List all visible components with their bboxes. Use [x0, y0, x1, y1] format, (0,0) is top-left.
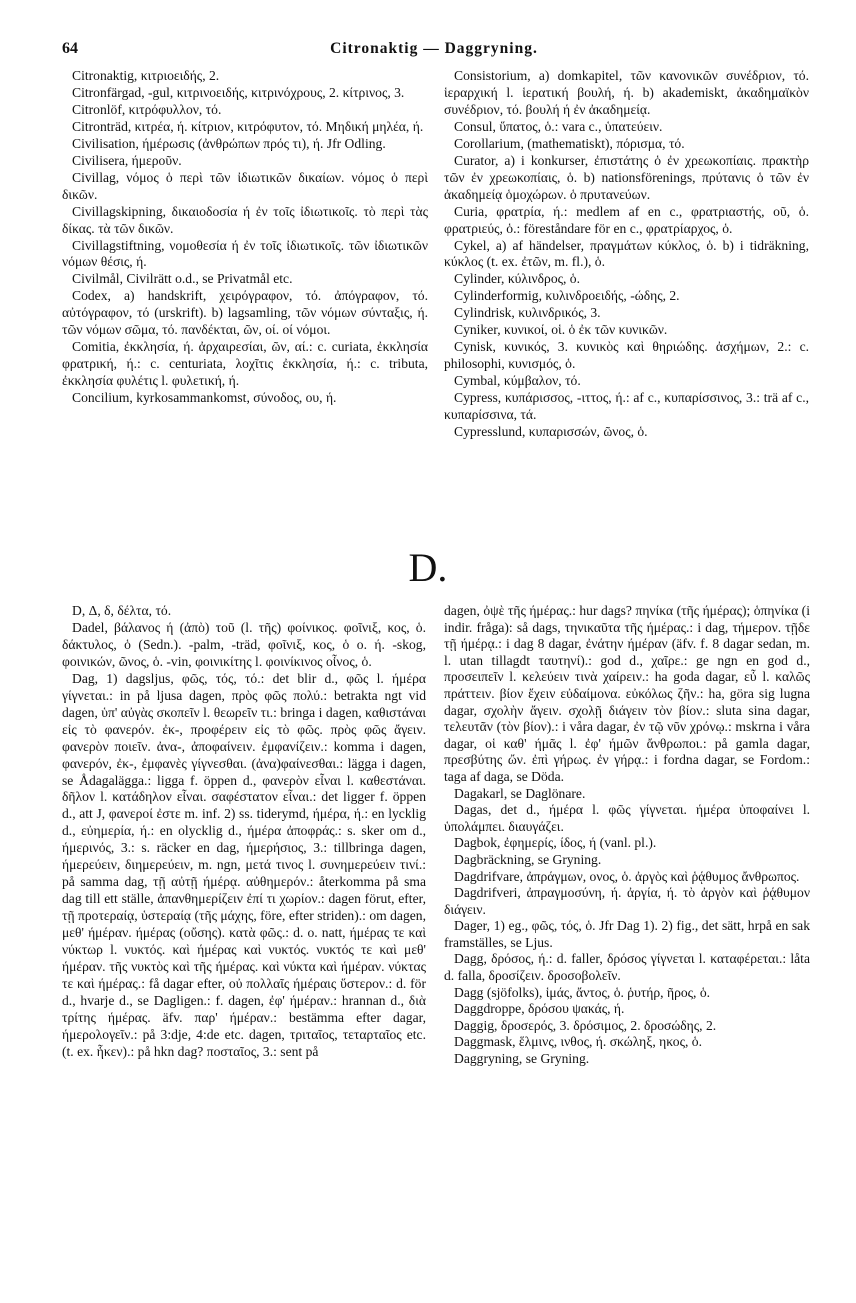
dictionary-entry: Dagdrifveri, ἀπραγμοσύνη, ή. ἀργία, ή. τὸ ἀργὸν καὶ ῥᾴθυμον διάγειν. [444, 885, 810, 917]
dictionary-entry: Civillag, νόμος ὁ περὶ τῶν ἰδιωτικῶν δικαίων. νόμος ὁ περὶ δικῶν. [62, 169, 428, 202]
dictionary-entry: Concilium, kyrkosammankomst, σύνοδος, ου, ή. [72, 390, 337, 406]
dictionary-entry: D, Δ, δ, δέλτα, τό. [72, 603, 172, 618]
top-left-column [62, 68, 428, 407]
dictionary-entry: Dadel, βάλανος ή (ἀπὸ) τοῦ (l. τῆς) φοίνικος. φοῖνιξ, κος, ὁ. δάκτυλος, ὁ (Sedn.). -palm, -träd, φοῖνιξ, κος, ὁ o. ή. -skog, φοινικών, ῶνος, ὁ. -vin, φοινικίτης l. φοινίκινος οἶνος, ὁ. [62, 619, 426, 669]
dictionary-entry: Consistorium, a) domkapitel, τῶν κανονικῶν συνέδριον, τό. ἱεραρχική l. ἱερατική βουλή, ή. b) akademiskt, ἀκαδημαϊκὸν συνέδριον, τό. βουλή ή ἐν ἀκαδημείᾳ. [444, 68, 809, 117]
dictionary-entry: Cynisk, κυνικός, 3. κυνικὸς καὶ θηριώδης. ἀσχήμων, 2.: c. philosophi, κυνισμός, ὁ. [444, 339, 809, 372]
running-head: Citronaktig — Daggryning. [330, 40, 538, 57]
dictionary-entry: Dagbräckning, se Gryning. [454, 851, 602, 867]
dictionary-entry: Civilisera, ήμεροῦν. [72, 152, 182, 168]
dictionary-entry: Cymbal, κύμβαλον, τό. [454, 373, 581, 389]
dictionary-entry: Daggryning, se Gryning. [454, 1051, 590, 1067]
dictionary-entry: Dagg (sjöfolks), ἱμάς, ἄντος, ὁ. ῥυτήρ, ῆρος, ὁ. [454, 984, 711, 1000]
dictionary-entry: Civilmål, Civilrätt o.d., se Privatmål etc. [72, 271, 293, 287]
dictionary-entry: Daggdroppe, δρόσου ψακάς, ή. [454, 1001, 625, 1017]
dictionary-entry: Civillagstiftning, νομοθεσία ή ἐν τοῖς ἰδιωτικοῖς. τῶν ἰδιωτικῶν νόμων θέσις, ή. [62, 237, 428, 270]
dictionary-entry: Cypresslund, κυπαρισσών, ῶνος, ὁ. [454, 424, 648, 440]
dictionary-entry: Cylindrisk, κυλινδρικός, 3. [454, 305, 601, 321]
dictionary-entry: Cypress, κυπάρισσος, -ιττος, ή.: af c., κυπαρίσσινος, 3.: trä af c., κυπαρίσσινα, τά. [444, 390, 809, 423]
dictionary-entry: Citronträd, κιτρέα, ή. κίτριον, κιτρόφυτον, τό. Μηδική μηλέα, ή. [72, 118, 424, 134]
dictionary-entry: Cylinder, κύλινδρος, ὁ. [454, 271, 580, 287]
dictionary-entry: Dag, 1) dagsljus, φῶς, τός, τό.: det blir d., φῶς l. ήμέρα γίγνεται.: in på ljusa dagen, πρὸς φῶς πολύ.: betrakta ngt vid dagen, ὑπ' αὐγὰς σκοπεῖν l. θεωρεῖν τι.: bringa i dagen, καθιστάναι εἰς τὸ φανερόν. ἐκ-, προφέρειν εἰς τὸ φῶς. πρὸς φῶς ἄγειν. φανερὸν ποιεῖν. ἀνα-, ἀποφαίνειν. ἐμφανίζειν.: komma i dagen, φανερόν, ἐκ-, ἐμφανὲς γίγνεσθαι. (ἀνα)φαίνεσθαι.: lägga i dagen, se Ådagalägga.: ligga f. öppen d., φανερὸν εἶναι l. καθεστάναι. δῆλον l. κατάδηλον εἶναι. σαφέστατον εἶναι.: det ligger f. öppen d., att J, φανεροί ἐστε m. inf. 2) ss. tiderymd, ήμέρα, ή.: en lycklig d., εὐημερία, ή.: en olycklig d., ήμέρα ἀποφράς.: s. sker om d., ήμερινός, 3.: s. räcker en dag, ήμερήσιος, 3.: tillbringa dagen, ήμερεύειν, διημερεύειν, m. ngn, μετά τινος l. συνημερεύειν τινί.: på samma dag, τῇ αὐτῇ ήμέρᾳ. αὐθημερόν.: återkomma på sma dag till ett ställe, ἀπανθημερίζειν ἐπί τι χωρίον.: dagen förut, efter, τῇ προτεραίᾳ, ὑστεραίᾳ (τῆς μάχης, före, efter striden).: om dagen, μεθ' ήμέραν. ήμέρας (οὔσης). κατὰ φῶς.: d. o. natt, ήμέρας τε καὶ νύκτωρ l. νυκτός. καὶ ήμέρας καὶ νυκτός. νυκτός τε καὶ μεθ' ήμέραν. τῆς νυκτὸς καὶ τῆς ήμέρας. καὶ νύκτα καὶ ήμέραν. νύκτας τε καὶ ήμέρας.: få dagar efter, οὐ πολλαῖς ήμέραις ὕστερον.: d. för d., hvarje d., se Dagligen.: f. dagen, ἐφ' ήμέραν.: hrannan d., διὰ τρίτης ήμέρας. äfv. παρ' ήμέραν.: bestämma efter dagar, ήμερολογεῖν.: på 3:dje, 4:de etc. dagen, τριταῖος, τεταρταῖος etc. (t. ex. ἧκεν).: på hkn dag? ποσταῖος, 3.: sent på [62, 670, 426, 1059]
page-number: 64 [62, 40, 78, 57]
dictionary-entry: Corollarium, (mathematiskt), πόρισμα, τό. [454, 135, 685, 151]
bottom-right-column [444, 603, 810, 1068]
dictionary-entry: Dagdrifvare, ἀπράγμων, ονος, ὁ. ἀργὸς καὶ ῥᾴθυμος ἄνθρωπος. [454, 868, 800, 884]
dictionary-entry: Curator, a) i konkurser, ἐπιστάτης ὁ ἐν χρεωκοπίαις. πρακτὴρ τῶν ἐν χρεωκοπίαις, ὁ. b) nationsförenings, πρύτανις ὁ τῶν ἐν ἀκαδημείᾳ ὁμοχώρων. ὁ πρυτανεύων. [444, 152, 809, 202]
dictionary-entry: Civillagskipning, δικαιοδοσία ή ἐν τοῖς ἰδιωτικοῖς. τὸ περὶ τὰς δίκας. τὰ τῶν δικῶν. [62, 203, 428, 236]
dictionary-entry: Civilisation, ήμέρωσις (ἀνθρώπων πρός τι), ή. Jfr Odling. [72, 135, 386, 151]
dictionary-entry: Cyniker, κυνικοί, οἱ. ὁ ἐκ τῶν κυνικῶν. [454, 322, 668, 338]
dictionary-entry: Citronfärgad, -gul, κιτρινοειδής, κιτρινόχρους, 2. κίτρινος, 3. [72, 84, 405, 100]
dictionary-entry: Daggig, δροσερός, 3. δρόσιμος, 2. δροσώδης, 2. [454, 1017, 717, 1033]
dictionary-entry: Cylinderformig, κυλινδροειδής, -ώδης, 2. [454, 288, 680, 304]
dictionary-entry: Dagg, δρόσος, ή.: d. faller, δρόσος γίγνεται l. καταφέρεται.: låta d. falla, δροσίζειν. δροσοβολεῖν. [444, 951, 810, 984]
dictionary-entry: Comitia, ἐκκλησία, ή. ἀρχαιρεσίαι, ῶν, αί.: c. curiata, ἐκκλησία φρατρική, ή.: c. centuriata, λοχῖτις ἐκκλησία, ή.: c. tributa, ἐκκλησία φυλέτις l. φυλετική, ή. [62, 339, 428, 389]
dictionary-entry: Cykel, a) af händelser, πραγμάτων κύκλος, ὁ. b) i tidräkning, κύκλος (t. ex. ἐτῶν, m. fl.), ὁ. [444, 237, 809, 270]
dictionary-entry: Dagas, det d., ήμέρα l. φῶς γίγνεται. ήμέρα ὑποφαίνει l. ὑπολάμπει. διαυγάζει. [444, 802, 810, 834]
top-right-column [444, 68, 809, 441]
dictionary-entry: Dagbok, ἐφημερίς, ίδος, ή (vanl. pl.). [454, 835, 657, 851]
dictionary-entry: Curia, φρατρία, ή.: medlem af en c., φρατριαστής, οῦ, ὁ. φρατριεύς, ὁ.: föreståndare för en c., φρατρίαρχος, ὁ. [444, 203, 809, 236]
section-letter-heading: D. [408, 545, 448, 590]
page-header [62, 40, 806, 60]
dictionary-entry: Citronaktig, κιτριοειδής, 2. [72, 68, 220, 83]
dictionary-entry: Dager, 1) eg., φῶς, τός, ὁ. Jfr Dag 1). 2) fig., det sätt, hrpå en sak framställes, se Ljus. [444, 918, 810, 950]
dictionary-entry: Daggmask, ἕλμινς, ινθος, ή. σκώληξ, ηκος, ὁ. [454, 1034, 702, 1050]
dictionary-entry: Dagakarl, se Daglönare. [454, 785, 586, 801]
dictionary-entry: Codex, a) handskrift, χειρόγραφον, τό. ἀπόγραφον, τό. αὐτόγραφον, τό (urskrift). b) lagsamling, τῶν νόμων σύνταξις, ή. τῶν νόμων σῶμα, τό. πανδέκται, ῶν, οί. οί νόμοι. [62, 288, 428, 338]
bottom-left-column [62, 603, 426, 1061]
dictionary-entry-continuation: dagen, ὀψὲ τῆς ήμέρας.: hur dags? πηνίκα (τῆς ήμέρας); ὁπηνίκα (i indir. fråga): så dags, τηνικαῦτα τῆς ήμέρας.: i dag, τήμερον. τῇδε τῇ ήμέρᾳ.: i dag 8 dagar, ἐνάτην ήμέραν (äfv. f. 8 dagar sedan, m. l. utan tillagdt ταυτηνί).: god d., χαῖρε.: ge ngn en god d., προσειπεῖν l. κελεύειν τινὰ χαίρειν.: ha goda dagar, εὖ l. καλῶς πράττειν. βίον ἔχειν εὐδαίμονα. εὐκόλως ζῆν.: ha, göra sig lugna dagar, σχολὴν ἄγειν. σχολῇ διάγειν τὸν βίον.: sluta sina dagar, τελευτᾶν (τὸν βίον).: i våra dagar, ἐν τῷ νῦν χρόνῳ.: mskrna i våra dagar, οἱ καθ' ήμᾶς l. ἐφ' ήμῶν ἄνθρωποι.: på gamla dagar, πρεσβύτης ὤν. ἐπὶ γήρως. ἐν γήρᾳ.: i fordna dagar, se Fordom.: taga af daga, se Döda. [444, 603, 810, 784]
dictionary-entry: Consul, ὕπατος, ὁ.: vara c., ὑπατεύειν. [454, 118, 663, 134]
dictionary-entry: Citronlöf, κιτρόφυλλον, τό. [72, 101, 222, 117]
